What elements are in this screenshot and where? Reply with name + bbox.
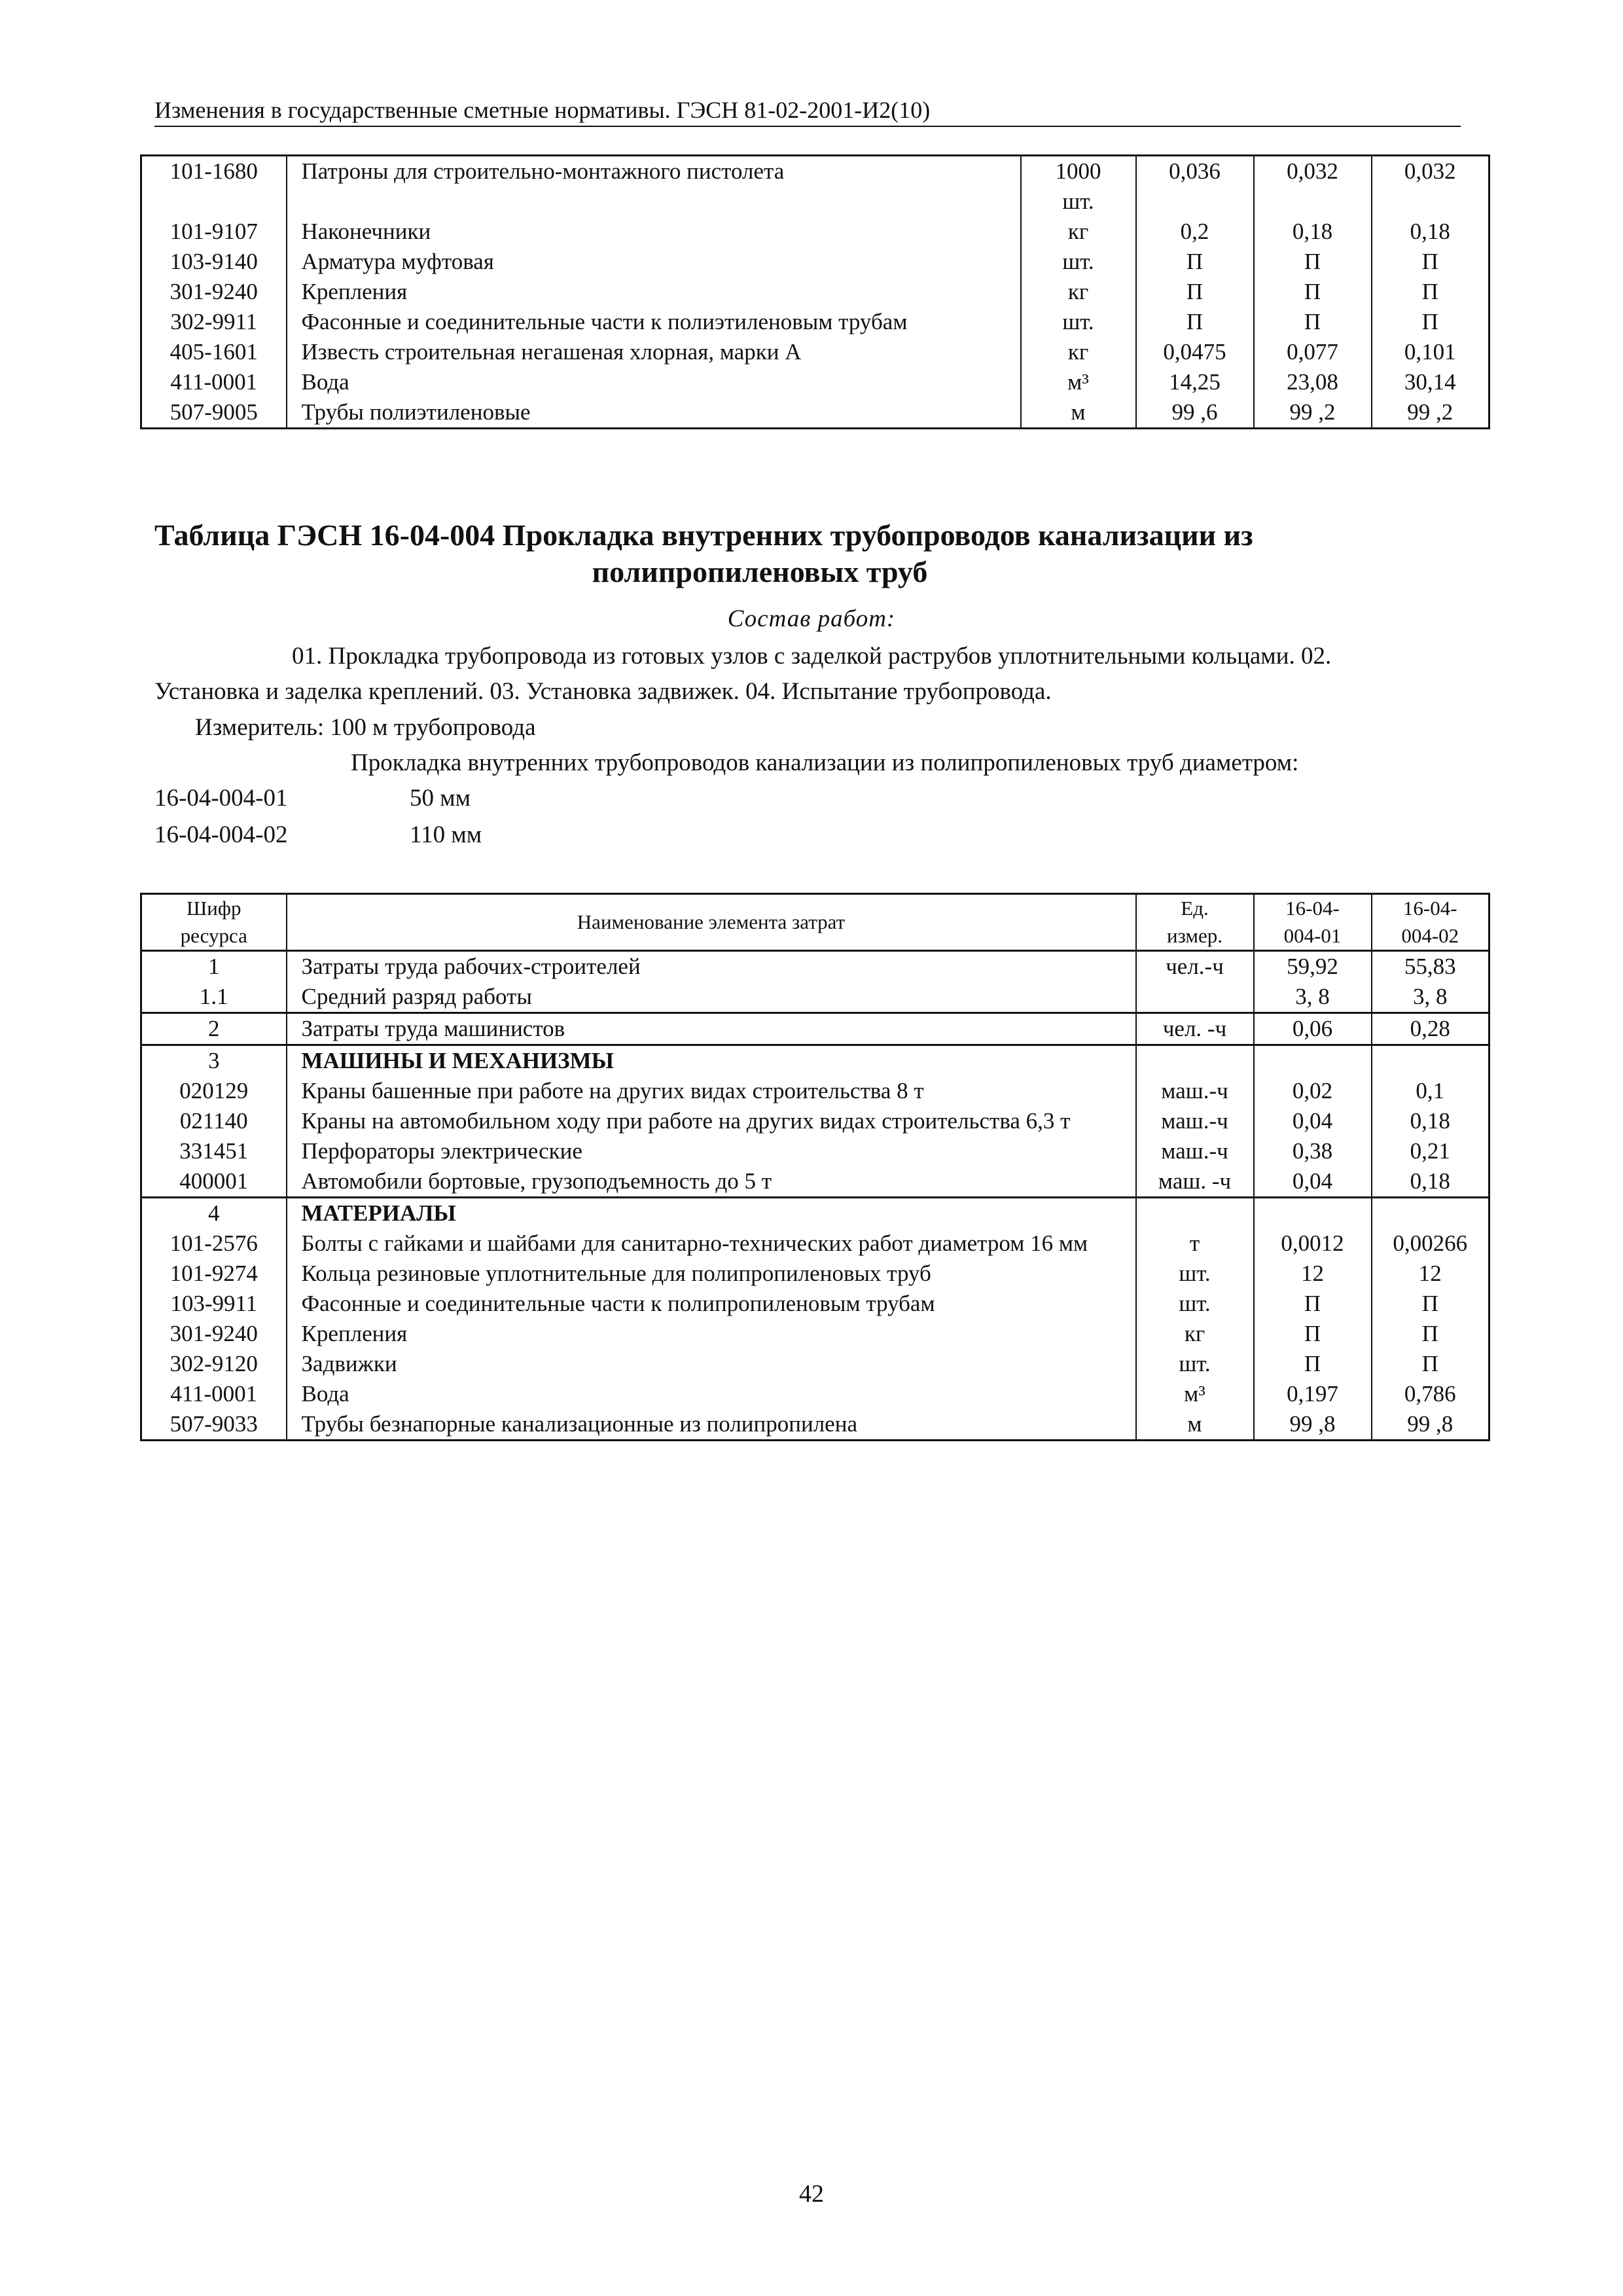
table-row (141, 1409, 1489, 1441)
composition-line1: 01. Прокладка трубопровода из готовых узлов с заделкой раструбов уплотнительными кольцами. 02. (292, 643, 1332, 670)
value-col-2 (1372, 1045, 1489, 1077)
table-row (141, 277, 1489, 307)
resource-code: 411-0001 (141, 367, 287, 397)
cost-element-name: Перфораторы электрические (287, 1136, 1136, 1166)
resource-code: 103-9911 (141, 1289, 287, 1319)
norm-code: 16-04-004-02 (154, 821, 288, 848)
resource-code: 405-1601 (141, 337, 287, 367)
table-row (141, 217, 1489, 247)
value-col-2: П (1254, 277, 1372, 307)
cost-element-name: Фасонные и соединительные части к полипропиленовым трубам (287, 1289, 1136, 1319)
resource-name: Наконечники (287, 217, 1021, 247)
resource-code: 2 (141, 1013, 287, 1045)
resource-unit: шт. (1136, 1349, 1254, 1379)
value-col-2: П (1421, 1321, 1438, 1346)
value-col-2: 55,83 (1404, 954, 1456, 979)
norm-description: Прокладка внутренних трубопроводов канализации из полипропиленовых труб диаметром: (351, 749, 1299, 776)
header-code: Шифр ресурса (141, 894, 287, 951)
resource-code: 101-2576 (141, 1229, 287, 1259)
value-col-2: П (1254, 307, 1372, 337)
value-col-1: 0,2 (1136, 217, 1254, 247)
value-col-1 (1254, 1198, 1372, 1229)
value-col-2: 0,18 (1254, 217, 1372, 247)
table-row (141, 1136, 1489, 1166)
table-row (141, 1259, 1489, 1289)
resource-code: 021140 (141, 1106, 287, 1136)
value-col-2: 0,28 (1372, 1013, 1489, 1045)
value-col-1: 99 ,8 (1254, 1409, 1372, 1441)
cost-element-name: Затраты труда машинистов (287, 1013, 1136, 1045)
value-col-1: 0,036 (1136, 156, 1254, 217)
cost-element-name: Краны на автомобильном ходу при работе на других видах строительства 6,3 т (287, 1106, 1136, 1136)
resource-code: 1.1 (141, 982, 287, 1013)
header-unit: Ед. измер. (1136, 894, 1254, 951)
resource-unit: м³ (1021, 367, 1136, 397)
table-row (141, 1319, 1489, 1349)
resource-unit: маш.-ч (1136, 1076, 1254, 1106)
value-col-1: 0,04 (1254, 1106, 1372, 1136)
table-row (141, 397, 1489, 429)
resource-code: 400001 (141, 1166, 287, 1198)
cost-element-name: Затраты труда рабочих-строителей (287, 951, 1136, 982)
value-col-1: 0,06 (1254, 1013, 1372, 1045)
table-title-line2: полипропиленовых труб (592, 555, 928, 588)
value-col-2: 0,077 (1254, 337, 1372, 367)
table-header-row (141, 894, 1489, 951)
header-col-02: 16-04- 004-02 (1372, 894, 1489, 951)
value-col-3: 0,101 (1404, 339, 1456, 365)
resource-unit: маш.-ч (1136, 1106, 1254, 1136)
section-row (141, 1198, 1489, 1229)
resource-code: 101-9107 (141, 217, 287, 247)
value-col-1: П (1254, 1289, 1372, 1319)
value-col-3: 30,14 (1404, 369, 1456, 395)
resource-unit: шт. (1021, 307, 1136, 337)
resource-code: 507-9033 (141, 1409, 287, 1441)
value-col-2: 0,786 (1404, 1381, 1456, 1407)
resource-unit (1136, 1198, 1254, 1229)
value-col-1: 0,02 (1254, 1076, 1372, 1106)
resource-code: 1 (141, 951, 287, 982)
cost-element-name: Крепления (287, 1319, 1136, 1349)
resource-code: 411-0001 (141, 1379, 287, 1409)
resource-unit: м³ (1136, 1379, 1254, 1409)
value-col-1: П (1254, 1349, 1372, 1379)
resource-unit: кг (1021, 277, 1136, 307)
resource-unit: шт. (1021, 247, 1136, 277)
header-name: Наименование элемента затрат (287, 894, 1136, 951)
value-col-1: 0,0012 (1254, 1229, 1372, 1259)
resource-code: 507-9005 (141, 397, 287, 429)
value-col-2: П (1421, 1351, 1438, 1376)
section-row (141, 1045, 1489, 1077)
resource-unit (1136, 1045, 1254, 1077)
resource-unit: м (1021, 397, 1136, 429)
resource-unit: шт. (1136, 1289, 1254, 1319)
cost-element-name: Краны башенные при работе на других видах строительства 8 т (287, 1076, 1136, 1106)
resource-name: Крепления (287, 277, 1021, 307)
value-col-3: 0,032 (1404, 158, 1456, 184)
table-title-line1: Таблица ГЭСН 16-04-004 Прокладка внутренних трубопроводов канализации из (154, 518, 1253, 552)
table-row (141, 1076, 1489, 1106)
resource-code: 020129 (141, 1076, 287, 1106)
resource-unit: маш. -ч (1136, 1166, 1254, 1198)
resource-name: Патроны для строительно-монтажного пистолета (287, 156, 1021, 217)
value-col-1: П (1254, 1319, 1372, 1349)
resource-code: 302-9911 (141, 307, 287, 337)
resource-code: 4 (141, 1198, 287, 1229)
table-row (141, 982, 1489, 1013)
table-title (154, 517, 1431, 590)
resource-name: Арматура муфтовая (287, 247, 1021, 277)
norm-code: 16-04-004-01 (154, 785, 288, 812)
value-col-3: 99 ,2 (1407, 399, 1454, 425)
cost-element-name: Вода (287, 1379, 1136, 1409)
value-col-2: 0,18 (1410, 1108, 1450, 1134)
value-col-1: П (1136, 277, 1254, 307)
value-col-2: 0,1 (1416, 1078, 1445, 1103)
table-row (141, 307, 1489, 337)
resource-name: Трубы полиэтиленовые (287, 397, 1021, 429)
value-col-1: 3, 8 (1254, 982, 1372, 1013)
resource-unit: м (1136, 1409, 1254, 1441)
table-row (141, 1106, 1489, 1136)
cost-element-name: Задвижки (287, 1349, 1136, 1379)
table-row (141, 1013, 1489, 1045)
cost-element-name: МАТЕРИАЛЫ (287, 1198, 1136, 1229)
header-col-01: 16-04- 004-01 (1254, 894, 1372, 951)
value-col-1: 59,92 (1254, 951, 1372, 982)
resource-code: 103-9140 (141, 247, 287, 277)
measure-unit: Измеритель: 100 м трубопровода (195, 714, 536, 741)
resource-table-continued (140, 154, 1490, 429)
table-row (141, 1289, 1489, 1319)
table-row (141, 337, 1489, 367)
resource-unit: чел. -ч (1136, 1013, 1254, 1045)
cost-element-name: Кольца резиновые уплотнительные для полипропиленовых труб (287, 1259, 1136, 1289)
page-number: 42 (799, 2180, 824, 2208)
value-col-1: П (1136, 247, 1254, 277)
value-col-3: П (1421, 279, 1438, 304)
value-col-1: 0,197 (1254, 1379, 1372, 1409)
resource-code: 101-9274 (141, 1259, 287, 1289)
cost-elements-table (140, 893, 1490, 1441)
resource-unit (1136, 982, 1254, 1013)
composition-label: Состав работ: (727, 605, 896, 632)
resource-code: 301-9240 (141, 277, 287, 307)
resource-unit: маш.-ч (1136, 1136, 1254, 1166)
resource-unit: кг (1021, 217, 1136, 247)
table-row (141, 1379, 1489, 1409)
value-col-2: 0,032 (1254, 156, 1372, 217)
cost-element-name: Автомобили бортовые, грузоподъемность до 5 т (287, 1166, 1136, 1198)
value-col-3: П (1421, 249, 1438, 274)
resource-name: Известь строительная негашеная хлорная, марки А (287, 337, 1021, 367)
value-col-1: 14,25 (1136, 367, 1254, 397)
value-col-2: 99 ,8 (1407, 1411, 1454, 1437)
resource-name: Вода (287, 367, 1021, 397)
value-col-1: 99 ,6 (1136, 397, 1254, 429)
resource-code: 101-1680 (141, 156, 287, 217)
value-col-1 (1254, 1045, 1372, 1077)
resource-unit: 1000 шт. (1021, 156, 1136, 217)
cost-element-name: МАШИНЫ И МЕХАНИЗМЫ (287, 1045, 1136, 1077)
value-col-2: 0,00266 (1393, 1230, 1468, 1256)
resource-code: 331451 (141, 1136, 287, 1166)
composition-line2: Установка и заделка креплений. 03. Установка задвижек. 04. Испытание трубопровода. (154, 678, 1052, 705)
norm-code-value: 110 мм (410, 821, 482, 848)
resource-unit: кг (1136, 1319, 1254, 1349)
table-row (141, 951, 1489, 982)
norm-code-value: 50 мм (410, 785, 471, 812)
table-row (141, 1166, 1489, 1198)
value-col-1: 0,0475 (1136, 337, 1254, 367)
resource-code: 302-9120 (141, 1349, 287, 1379)
value-col-3: П (1421, 309, 1438, 334)
value-col-2: 99 ,2 (1254, 397, 1372, 429)
resource-name: Фасонные и соединительные части к полиэтиленовым трубам (287, 307, 1021, 337)
value-col-1: П (1136, 307, 1254, 337)
resource-unit: шт. (1136, 1259, 1254, 1289)
resource-unit: чел.-ч (1136, 951, 1254, 982)
value-col-1: 0,38 (1254, 1136, 1372, 1166)
page-header: Изменения в государственные сметные нормативы. ГЭСН 81-02-2001-И2(10) (154, 97, 1461, 127)
value-col-2: 0,21 (1410, 1138, 1450, 1164)
resource-unit: т (1136, 1229, 1254, 1259)
cost-element-name: Средний разряд работы (287, 982, 1136, 1013)
value-col-2: 3, 8 (1413, 984, 1448, 1009)
resource-code: 301-9240 (141, 1319, 287, 1349)
table-row (141, 367, 1489, 397)
value-col-3: 0,18 (1410, 219, 1450, 244)
value-col-2: 0,18 (1410, 1168, 1450, 1194)
value-col-1: 12 (1254, 1259, 1372, 1289)
resource-code: 3 (141, 1045, 287, 1077)
value-col-2: П (1254, 247, 1372, 277)
table-row (141, 247, 1489, 277)
cost-element-name: Трубы безнапорные канализационные из полипропилена (287, 1409, 1136, 1441)
resource-unit: кг (1021, 337, 1136, 367)
value-col-1: 0,04 (1254, 1166, 1372, 1198)
table-row (141, 1349, 1489, 1379)
table-row (141, 1229, 1489, 1259)
value-col-2: 23,08 (1254, 367, 1372, 397)
value-col-2 (1372, 1198, 1489, 1229)
value-col-2: 12 (1418, 1261, 1442, 1286)
cost-element-name: Болты с гайками и шайбами для санитарно-технических работ диаметром 16 мм (287, 1229, 1136, 1259)
table-row (141, 156, 1489, 217)
value-col-2: П (1421, 1291, 1438, 1316)
